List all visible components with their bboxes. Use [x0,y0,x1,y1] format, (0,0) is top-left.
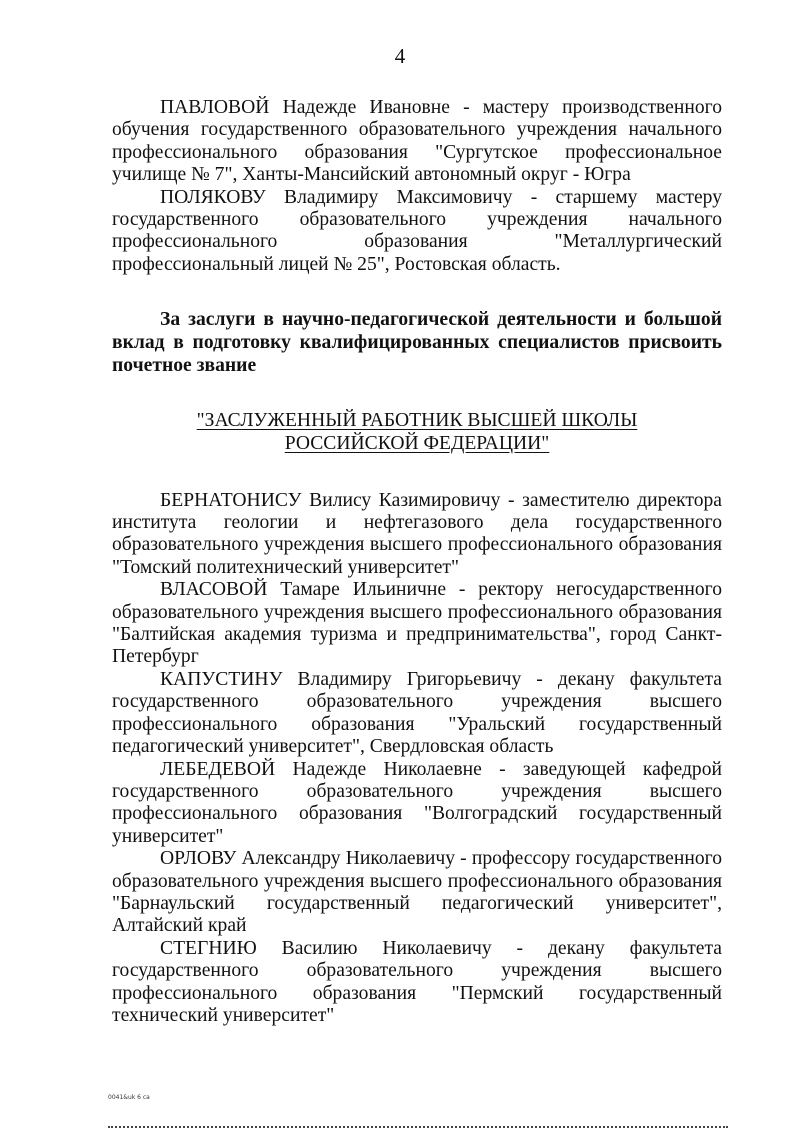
recipient-paragraph: СТЕГНИЮ Василию Николаевичу - декану факультета государственного образовательного учреждения высшего профессионального образования "Пермский государственный технический университет" [112,937,722,1026]
recipient-paragraph: КАПУСТИНУ Владимиру Григорьевичу - декану факультета государственного образовательного учреждения высшего профессионального образования "Уральский государственный педагогический университет", Свердловская область [112,668,722,758]
document-body [112,97,722,1027]
recipient-paragraph: ЛЕБЕДЕВОЙ Надежде Николаевне - заведующей кафедрой государственного образовательного учреждения высшего профессионального образования "Волгоградский государственный университет" [112,758,722,847]
award-title-line-2: РОССИЙСКОЙ ФЕДЕРАЦИИ" [284,432,550,454]
recipient-paragraph: БЕРНАТОНИСУ Вилису Казимировичу - заместителю директора института геологии и нефтегазового дела государственного образовательного учреждения высшего профессионального образования "Томский политехнический университет" [112,489,722,578]
footer-code: 0041&uk 6 ca [108,1094,150,1101]
award-title-line-1: "ЗАСЛУЖЕННЫЙ РАБОТНИК ВЫСШЕЙ ШКОЛЫ [196,409,638,431]
page-bottom-edge [108,1126,728,1128]
paragraph-pavlova: ПАВЛОВОЙ Надежде Ивановне - мастеру производственного обучения государственного образовательного учреждения начального профессионального образования "Сургутское профессиональное училище № 7", Ханты-Мансийский автономный округ - Югра [112,97,722,186]
page-number: 4 [394,44,406,68]
award-title [112,409,722,455]
paragraph-polyakov: ПОЛЯКОВУ Владимиру Максимовичу - старшему мастеру государственного образовательного учреждения начального профессионального образования "Металлургический профессиональный лицей № 25", Ростовская область. [112,186,722,275]
award-intro: За заслуги в научно-педагогической деятельности и большой вклад в подготовку квалифицированных специалистов присвоить почетное звание [112,309,722,376]
recipient-paragraph: ОРЛОВУ Александру Николаевичу - профессору государственного образовательного учреждения высшего профессионального образования "Барнаульский государственный педагогический университет", Алтайский край [112,848,722,937]
recipient-paragraph: ВЛАСОВОЙ Тамаре Ильиничне - ректору негосударственного образовательного учреждения высшего профессионального образования "Балтийская академия туризма и предпринимательства", город Санкт-Петербург [112,579,722,668]
